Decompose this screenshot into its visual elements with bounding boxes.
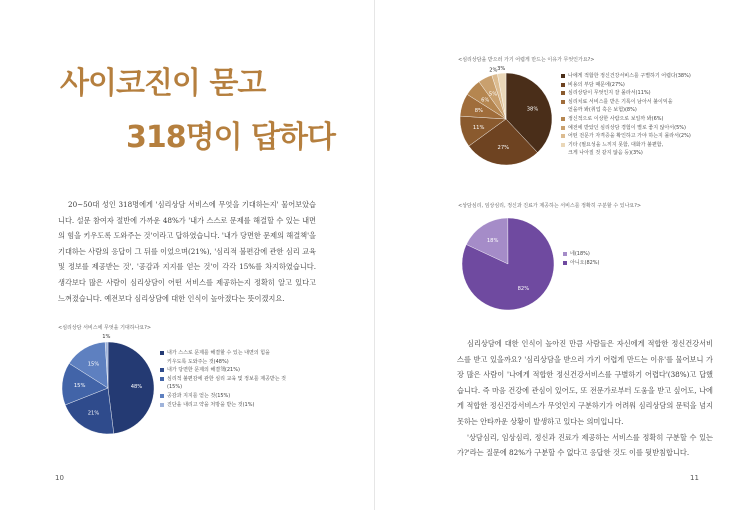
- legend-item: [561, 98, 691, 115]
- legend-swatch: [160, 368, 164, 372]
- left-body-text: [58, 197, 316, 306]
- legend-label: 기타 (필요성을 느끼지 못함, 대화가 불편함, 크게 나아질 것 같지 않음 등)(3%): [568, 141, 664, 157]
- legend-item: [563, 250, 600, 259]
- pie-data-label: 15%: [73, 383, 86, 390]
- chart2-legend: [561, 72, 691, 158]
- legend-label: 심리상담이 무엇인지 잘 몰라서(11%): [568, 90, 651, 97]
- legend-item: [561, 89, 691, 98]
- pie-chart-expectations: [58, 333, 158, 438]
- legend-swatch: [561, 83, 565, 87]
- pie-data-label: 11%: [472, 124, 485, 131]
- pie-data-label: 1%: [102, 333, 111, 340]
- legend-item: [561, 115, 691, 124]
- legend-swatch: [561, 143, 565, 147]
- pie-data-label: 21%: [87, 410, 100, 417]
- legend-label: 진단을 내리고 약을 처방을 받는 것(1%): [167, 401, 255, 408]
- legend-swatch: [160, 351, 164, 355]
- legend-label: 심리적 불편감에 관한 심리 교육 및 정보를 제공받는 것 (15%): [167, 375, 286, 391]
- legend-swatch: [561, 74, 565, 78]
- chart1-legend: [160, 349, 286, 409]
- legend-swatch: [561, 117, 565, 121]
- right-body-text: [457, 336, 713, 461]
- legend-label: 내가 스스로 문제를 해결할 수 있는 내면의 힘을 키우도록 도와주는 것(48%): [167, 350, 270, 365]
- legend-swatch: [561, 100, 565, 104]
- pie-data-label: 48%: [130, 384, 143, 391]
- chart2-title: <심리상담을 받으러 가기 어렵게 만드는 이유가 무엇인가요?>: [458, 57, 595, 63]
- pie-data-label: 5%: [488, 91, 498, 98]
- page-number-right: 11: [690, 474, 699, 482]
- pie-chart-distinguish: [458, 214, 558, 314]
- pie-chart-barriers: [456, 66, 556, 169]
- right-paragraph: '상담심리, 임상심리, 정신과 진료가 제공하는 서비스를 정확히 구분할 수 있는가?'라는 질문에 82%가 구분할 수 없다고 응답한 것도 이를 뒷받침합니다.: [457, 432, 713, 458]
- legend-item: [561, 132, 691, 141]
- page-title-line1: 사이코진이 묻고: [60, 66, 266, 101]
- legend-item: [561, 81, 691, 90]
- legend-item: [160, 392, 286, 401]
- pie-data-label: 82%: [517, 285, 530, 292]
- pie-data-label: 18%: [486, 237, 499, 244]
- page-gutter: [374, 0, 375, 510]
- legend-swatch: [561, 126, 565, 130]
- legend-label: 정신적으로 이상한 사람으로 보일까 봐(6%): [568, 115, 664, 122]
- legend-label: 비용의 부담 때문에(27%): [568, 81, 625, 88]
- legend-label: 네(18%): [570, 251, 590, 257]
- legend-item: [561, 124, 691, 133]
- legend-swatch: [160, 403, 164, 407]
- legend-label: 어떤 전문가 자격증을 확인하고 가야 하는지 몰라서(2%): [568, 133, 691, 140]
- legend-label: 심리치료 서비스를 받은 기록이 남아서 불이익을 얻을까 봐(취업 혹은 보험)(8%): [568, 98, 673, 114]
- legend-label: 내가 당면한 문제의 해결책(21%): [167, 367, 240, 374]
- legend-item: [561, 141, 691, 158]
- pie-data-label: 27%: [497, 145, 510, 152]
- legend-swatch: [563, 252, 567, 256]
- chart1-title: <심리상담 서비스에 무엇을 기대하나요?>: [58, 325, 152, 331]
- legend-item: [160, 401, 286, 410]
- legend-item: [160, 349, 286, 366]
- pie-data-label: 6%: [481, 97, 490, 104]
- pie-data-label: 8%: [474, 107, 483, 114]
- legend-swatch: [563, 261, 567, 265]
- legend-swatch: [561, 91, 565, 95]
- chart3-title: <상담심리, 임상심리, 정신과 진료가 제공하는 서비스를 정확히 구분할 수 있나요?>: [458, 203, 642, 209]
- legend-item: [160, 375, 286, 392]
- legend-label: 나에게 적합한 정신건강서비스를 구별하기 어렵다(38%): [568, 73, 691, 79]
- legend-item: [563, 259, 600, 268]
- legend-swatch: [160, 394, 164, 398]
- legend-label: 공감과 지지를 얻는 것(15%): [167, 392, 231, 399]
- left-paragraph: 20~50대 성인 318명에게 '심리상담 서비스에 무엇을 기대하는지' 물어보았습니다. 설문 참여자 절반에 가까운 48%가 '내가 스스로 문제를 해결할 수 있는 내면의 힘을 키우도록 도와주는 것'이라고 답하였습니다. '내가 당면한 문제의 해결책'을 기대하는 사람의 응답이 그 뒤를 이었으며(21%), '심리적 불편감에 관한 심리 교육 및 정보를 제공받는 것', '공감과 지지를 얻는 것'이 각각 15%를 차지하였습니다. 생각보다 많은 사람이 심리상담이 어떤 서비스를 제공하는지 정확히 알고 있다고 느껴졌습니다. 예전보다 심리상담에 대한 인식이 높아졌다는 뜻이겠지요.: [58, 200, 316, 303]
- legend-label: 예전에 받았던 심리상담 경험이 별로 좋지 않아서(5%): [568, 124, 686, 131]
- pie-data-label: 15%: [87, 361, 100, 368]
- pie-data-label: 2%: [489, 67, 498, 74]
- right-paragraph: 심리상담에 대한 인식이 높아진 만큼 사람들은 자신에게 적합한 정신건강서비스를 받고 있을까요? '심리상담을 받으러 가기 어렵게 만드는 이유'를 물어보니 가장 많은 사람이 '나에게 적합한 정신건강서비스를 구별하기 어렵다'(38%)고 답했습니다. 즉 마음 건강에 관심이 있어도, 또 전문가로부터 도움을 받고 싶어도, 나에게 적합한 정신건강서비스가 무엇인지 구분하기가 어려워 심리상담의 문턱을 넘지 못하는 안타까운 상황이 발생하고 있다는 의미입니다.: [457, 339, 713, 426]
- pie-data-label: 3%: [497, 66, 506, 73]
- legend-item: [561, 72, 691, 81]
- legend-item: [160, 366, 286, 375]
- legend-swatch: [561, 134, 565, 138]
- legend-label: 아니오(82%): [570, 259, 600, 266]
- chart3-legend: [563, 250, 600, 267]
- page-number-left: 10: [55, 474, 64, 482]
- legend-swatch: [160, 377, 164, 381]
- page-title-line2: 318명이 답하다: [126, 120, 335, 155]
- pie-data-label: 38%: [526, 106, 539, 113]
